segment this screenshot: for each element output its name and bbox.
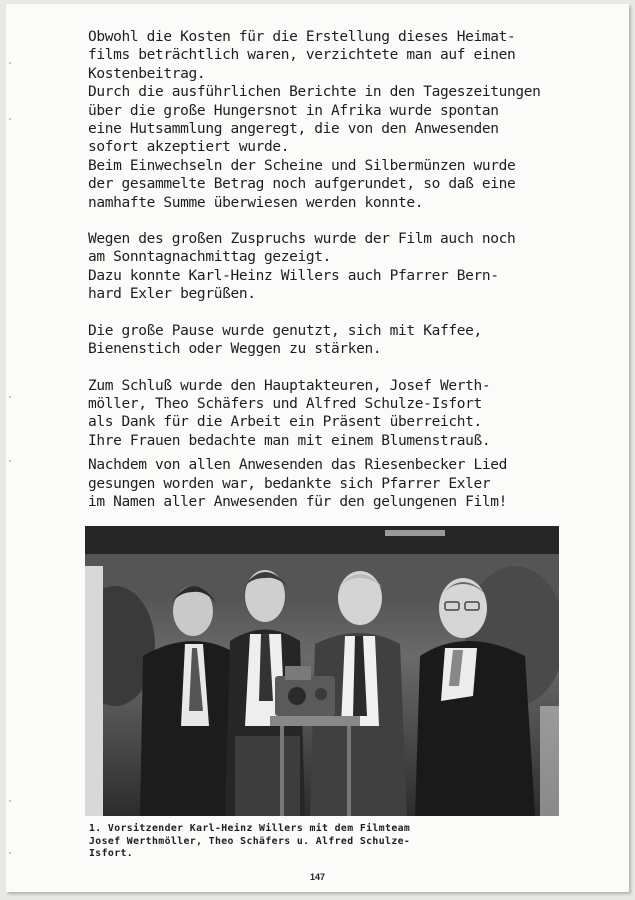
caption-line: 1. Vorsitzender Karl-Heinz Willers mit dem Filmteam (89, 823, 411, 834)
text-line: Die große Pause wurde genutzt, sich mit Kaffee, (88, 322, 482, 339)
paragraph-break (88, 322, 598, 359)
text-line: Dazu konnte Karl-Heinz Willers auch Pfarrer Bern- (88, 267, 499, 284)
caption-line: Josef Werthmöller, Theo Schäfers u. Alfred Schulze- (89, 835, 411, 847)
text-line: als Dank für die Arbeit ein Präsent überreicht. (88, 414, 482, 431)
text-line: Durch die ausführlichen Berichte in den Tageszeitungen (88, 84, 541, 101)
scan-speck (9, 460, 11, 462)
scan-speck (9, 800, 11, 802)
text-line: hard Exler begrüßen. (88, 286, 256, 303)
text-line: gesungen worden war, bedankte sich Pfarrer Exler (88, 475, 491, 492)
page-number: 147 (309, 872, 326, 882)
paragraph-costs (88, 28, 598, 212)
caption-line: Isfort. (89, 848, 134, 859)
group-photo-illustration (85, 526, 559, 816)
text-line: sofort akzeptiert wurde. (88, 139, 290, 156)
text-line: namhafte Summe überwiesen werden konnte. (88, 194, 424, 211)
scan-speck (9, 118, 11, 120)
text-line: Zum Schluß wurde den Hauptakteuren, Josef Werth- (88, 377, 491, 394)
scan-speck (9, 852, 11, 854)
text-line: Beim Einwechseln der Scheine und Silbermünzen wurde (88, 157, 516, 174)
text-line: films beträchtlich waren, verzichtete man auf einen (88, 47, 516, 64)
text-line: Wegen des großen Zuspruchs wurde der Film auch noch (88, 231, 516, 248)
scan-speck (9, 396, 11, 398)
text-line: Ihre Frauen bedachte man mit einem Blumenstrauß. (88, 432, 491, 449)
group-photo (85, 526, 559, 816)
text-line: über die große Hungersnot in Afrika wurde spontan (88, 102, 499, 119)
photo-caption (89, 823, 559, 861)
paragraph-closing (88, 456, 598, 511)
text-line: eine Hutsammlung angeregt, die von den Anwesenden (88, 121, 499, 138)
paragraph-sunday-showing (88, 230, 598, 304)
text-line: Bienenstich oder Weggen zu stärken. (88, 341, 382, 358)
text-line: Obwohl die Kosten für die Erstellung dieses Heimat- (88, 29, 516, 45)
text-line: möller, Theo Schäfers und Alfred Schulze-Isfort (88, 395, 482, 412)
paragraph-thanks (88, 377, 598, 451)
text-line: im Namen aller Anwesenden für den gelungenen Film! (88, 493, 507, 510)
text-line: Kostenbeitrag. (88, 65, 206, 82)
text-line: am Sonntagnachmittag gezeigt. (88, 249, 332, 266)
article-body (88, 28, 598, 511)
text-line: der gesammelte Betrag noch aufgerundet, so daß eine (88, 176, 516, 193)
text-line: Nachdem von allen Anwesenden das Riesenbecker Lied (88, 457, 507, 474)
scan-speck (9, 62, 11, 64)
